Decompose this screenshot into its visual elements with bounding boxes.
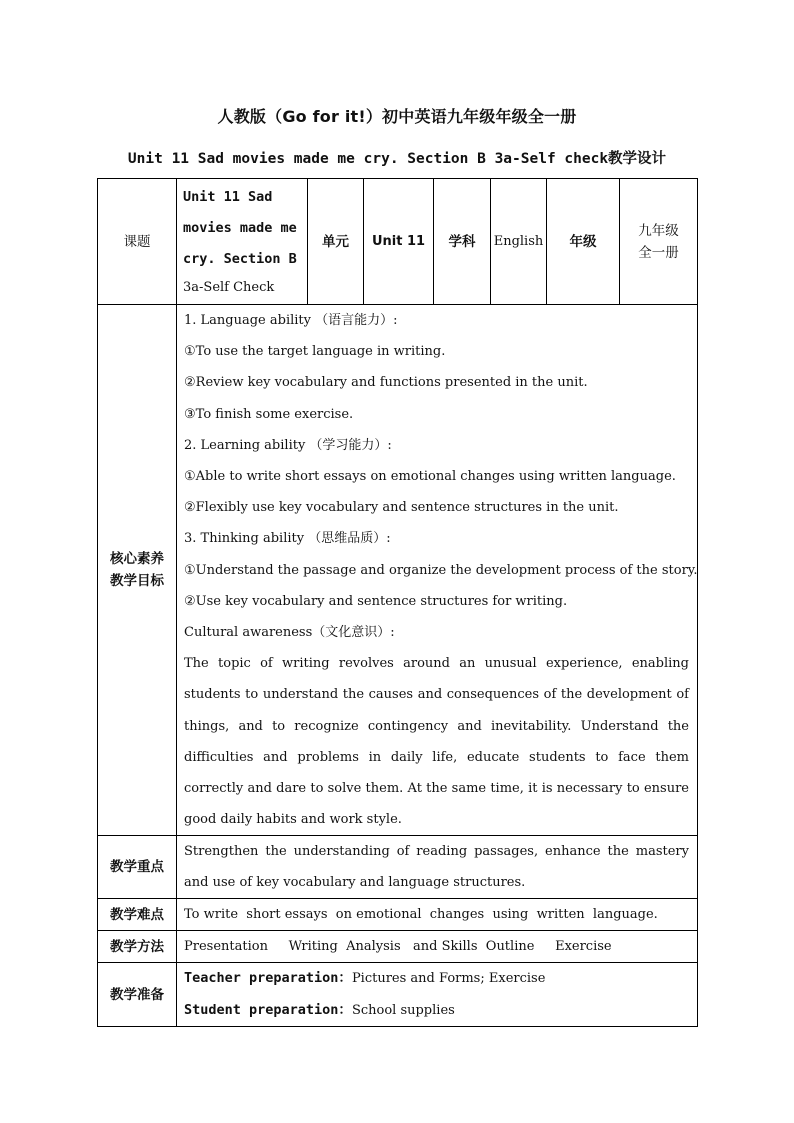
grade-value-line-1: 九年级 (638, 222, 679, 239)
objective-line: ②Flexibly use key vocabulary and sentence structures in the unit. (184, 500, 619, 516)
focus-label: 教学重点 (98, 836, 177, 899)
document-subtitle: Unit 11 Sad movies made me cry. Section B 3a-Self check教学设计 (127, 151, 667, 167)
document-title: 人教版（Go for it!）初中英语九年级年级全一册 (217, 107, 577, 126)
objectives-label-line-2: 教学目标 (110, 573, 164, 590)
method-row (98, 931, 698, 963)
subject-value: English (491, 179, 547, 305)
objective-line: 2. Learning ability （学习能力）: (184, 437, 392, 453)
teacher-preparation (184, 963, 689, 994)
objective-line: ③To finish some exercise. (184, 406, 354, 422)
objective-line: 3. Thinking ability （思维品质）: (184, 531, 391, 547)
objective-line: ①To use the target language in writing. (184, 344, 446, 360)
unit-value: Unit 11 (364, 179, 434, 305)
objective-line: ①Able to write short essays on emotional changes using written language. (184, 469, 676, 485)
subject-label: 学科 (434, 179, 491, 305)
objective-line: ②Use key vocabulary and sentence structures for writing. (184, 593, 568, 609)
difficulty-row (98, 899, 698, 931)
topic-value (177, 179, 308, 305)
student-preparation-key: Student preparation： (184, 1001, 352, 1018)
objectives-row (98, 305, 698, 836)
objective-line: ②Review key vocabulary and functions presented in the unit. (184, 375, 588, 391)
topic-line-3: cry. Section B (183, 251, 297, 267)
unit-label: 单元 (308, 179, 364, 305)
objectives-label-line-1: 核心素养 (110, 551, 164, 568)
info-row (98, 179, 698, 305)
preparation-row (98, 963, 698, 1026)
teacher-preparation-value: Pictures and Forms; Exercise (351, 971, 546, 987)
grade-label: 年级 (547, 179, 620, 305)
student-preparation (184, 995, 689, 1026)
grade-value-line-2: 全一册 (638, 244, 679, 261)
objective-line: 1. Language ability （语言能力）: (184, 313, 398, 328)
difficulty-label: 教学难点 (98, 899, 177, 931)
topic-line-1: Unit 11 Sad (183, 189, 273, 205)
preparation-content (177, 963, 698, 1026)
grade-value (620, 179, 698, 305)
topic-label: 课题 (98, 179, 177, 305)
objectives-label (98, 305, 177, 836)
method-text: Presentation Writing Analysis and Skills Outline Exercise (177, 931, 698, 963)
method-label: 教学方法 (98, 931, 177, 963)
focus-content (177, 836, 698, 899)
lesson-plan-table (97, 178, 698, 1027)
difficulty-text: To write short essays on emotional changes using written language. (177, 899, 698, 931)
student-preparation-value: School supplies (351, 1002, 455, 1018)
objectives-content (177, 305, 698, 836)
teacher-preparation-key: Teacher preparation： (184, 970, 352, 987)
preparation-label: 教学准备 (98, 963, 177, 1026)
focus-text: Strengthen the understanding of reading passages, enhance the mastery and use of key vocabulary and language structures. (184, 844, 689, 891)
topic-line-4: 3a-Self Check (183, 280, 275, 295)
focus-row (98, 836, 698, 899)
objective-line: ①Understand the passage and organize the development process of the story. (184, 562, 698, 578)
topic-line-2: movies made me (183, 220, 297, 236)
objective-line: Cultural awareness（文化意识）: (184, 625, 395, 641)
cultural-awareness-paragraph: The topic of writing revolves around an unusual experience, enabling students to understand the causes and consequences of the development of things, and to recognize contingency and inevitability. Understand the difficulties and problems in daily life, educate students to face them correctly and dare to solve them. At the same time, it is necessary to ensure good daily habits and work style. (184, 656, 689, 828)
